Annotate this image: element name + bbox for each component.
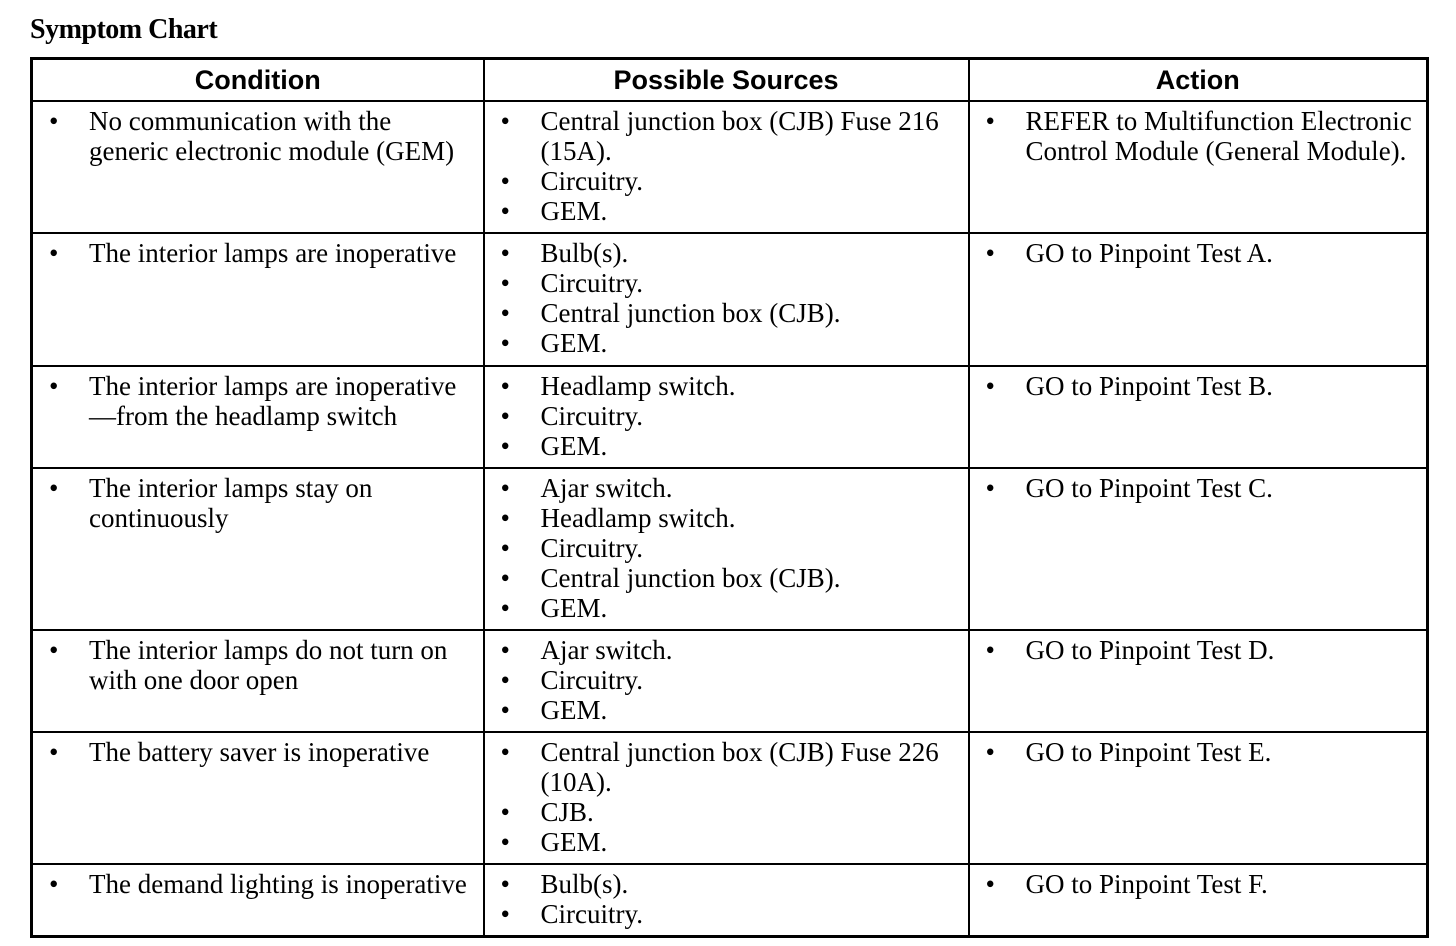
action-text: • REFER to Multifunction Electronic Control Module (General Module). — [970, 106, 1427, 166]
sources-cell — [484, 101, 969, 233]
source-item: • GEM. — [485, 695, 968, 725]
condition-cell — [32, 630, 484, 732]
table-row — [32, 468, 1428, 630]
sources-cell — [484, 233, 969, 366]
condition-text: • The demand lighting is inoperative — [33, 869, 483, 899]
table-row — [32, 864, 1428, 937]
action-cell — [969, 732, 1428, 864]
table-row — [32, 233, 1428, 366]
table-row — [32, 732, 1428, 864]
condition-cell — [32, 864, 484, 937]
source-item: • GEM. — [485, 328, 968, 358]
action-cell — [969, 366, 1428, 468]
condition-cell — [32, 101, 484, 233]
source-item: • Circuitry. — [485, 899, 968, 929]
source-item: • GEM. — [485, 827, 968, 857]
source-item: • Central junction box (CJB). — [485, 298, 968, 328]
action-cell — [969, 630, 1428, 732]
action-header: Action — [969, 59, 1428, 102]
source-item: • Central junction box (CJB) Fuse 216 (15A). — [485, 106, 968, 166]
condition-cell — [32, 468, 484, 630]
sources-cell — [484, 468, 969, 630]
sources-cell — [484, 864, 969, 937]
action-text: • GO to Pinpoint Test B. — [970, 371, 1427, 401]
source-item: • Circuitry. — [485, 533, 968, 563]
table-row — [32, 101, 1428, 233]
action-text: • GO to Pinpoint Test F. — [970, 869, 1427, 899]
condition-header: Condition — [32, 59, 484, 102]
source-item: • Bulb(s). — [485, 869, 968, 899]
action-cell — [969, 468, 1428, 630]
page-title: Symptom Chart — [30, 14, 218, 45]
condition-text: • The interior lamps do not turn on with one door open — [33, 635, 483, 695]
source-item: • Headlamp switch. — [485, 503, 968, 533]
source-item: • Ajar switch. — [485, 473, 968, 503]
source-item: • Circuitry. — [485, 166, 968, 196]
action-text: • GO to Pinpoint Test C. — [970, 473, 1427, 503]
sources-cell — [484, 366, 969, 468]
source-item: • GEM. — [485, 593, 968, 623]
source-item: • Circuitry. — [485, 401, 968, 431]
condition-text: • No communication with the generic electronic module (GEM) — [33, 106, 483, 166]
action-cell — [969, 101, 1428, 233]
table-row — [32, 366, 1428, 468]
source-item: • GEM. — [485, 196, 968, 226]
source-item: • Circuitry. — [485, 268, 968, 298]
header-row — [32, 59, 1428, 102]
action-text: • GO to Pinpoint Test D. — [970, 635, 1427, 665]
table-row — [32, 630, 1428, 732]
source-item: • Central junction box (CJB) Fuse 226 (10A). — [485, 737, 968, 797]
source-item: • CJB. — [485, 797, 968, 827]
sources-cell — [484, 732, 969, 864]
action-cell — [969, 233, 1428, 366]
condition-cell — [32, 233, 484, 366]
action-text: • GO to Pinpoint Test A. — [970, 238, 1427, 268]
source-item: • GEM. — [485, 431, 968, 461]
sources-cell — [484, 630, 969, 732]
source-item: • Ajar switch. — [485, 635, 968, 665]
action-text: • GO to Pinpoint Test E. — [970, 737, 1427, 767]
possible-sources-header: Possible Sources — [484, 59, 969, 102]
condition-text: • The interior lamps are inoperative — [33, 238, 483, 268]
source-item: • Bulb(s). — [485, 238, 968, 268]
condition-cell — [32, 732, 484, 864]
condition-text: • The interior lamps are inoperative—from the headlamp switch — [33, 371, 483, 431]
source-item: • Circuitry. — [485, 665, 968, 695]
condition-cell — [32, 366, 484, 468]
condition-text: • The interior lamps stay on continuously — [33, 473, 483, 533]
symptom-table — [30, 57, 1429, 938]
condition-text: • The battery saver is inoperative — [33, 737, 483, 767]
source-item: • Headlamp switch. — [485, 371, 968, 401]
action-cell — [969, 864, 1428, 937]
source-item: • Central junction box (CJB). — [485, 563, 968, 593]
